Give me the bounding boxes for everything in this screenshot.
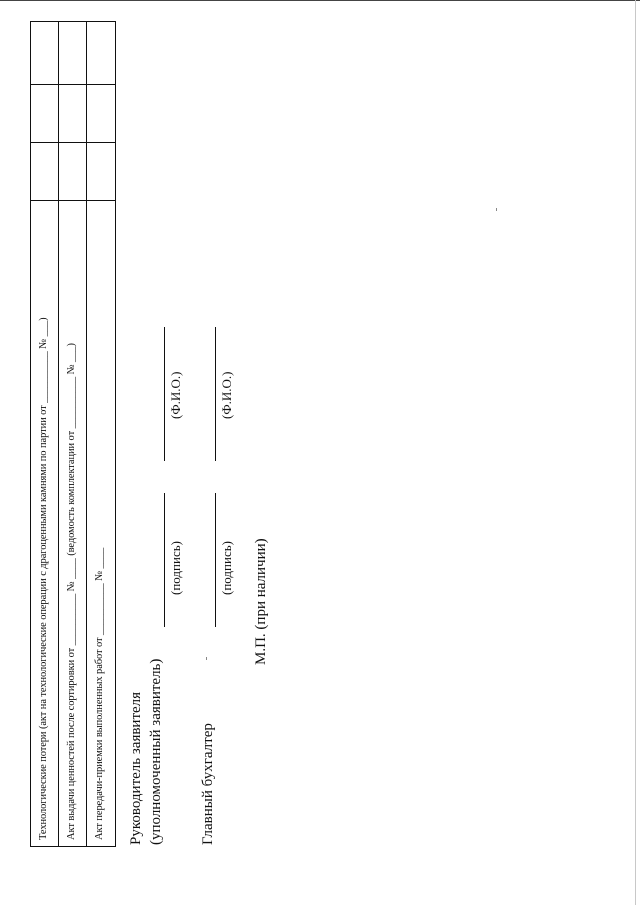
accountant-signature-line bbox=[215, 493, 216, 627]
head-subtitle: (уполномоченный заявитель) bbox=[148, 658, 164, 845]
table-cell bbox=[31, 84, 58, 142]
accountant-name-line bbox=[215, 327, 216, 461]
table-cell bbox=[59, 84, 86, 142]
head-name-line bbox=[164, 327, 165, 461]
table-cell-label bbox=[59, 200, 86, 846]
table-cell bbox=[87, 142, 115, 200]
head-signature-caption: (подпись) bbox=[168, 541, 183, 595]
table-cell bbox=[87, 84, 115, 142]
table-cell bbox=[87, 22, 115, 84]
losses-table bbox=[30, 21, 116, 847]
stamp-place: М.П. (при наличии) bbox=[253, 538, 269, 665]
table-cell bbox=[31, 142, 58, 200]
row-label: Акт передачи-приемки выполненных работ от __________ № ____ bbox=[94, 547, 105, 840]
table-cell bbox=[59, 142, 86, 200]
row-label: Акт выдачи ценностей после сортировки от __________ № ____ (ведомость комплектации от __________ № ___) bbox=[66, 343, 77, 840]
accountant-title: Главный бухгалтер bbox=[200, 723, 216, 845]
accountant-name-caption: (Ф.И.О.) bbox=[219, 371, 234, 419]
head-signature-line bbox=[164, 493, 165, 627]
table-cell-label bbox=[31, 200, 58, 846]
table-cell-label bbox=[87, 200, 115, 846]
table-row bbox=[59, 22, 87, 846]
head-name-caption: (Ф.И.О.) bbox=[168, 371, 183, 419]
table-cell bbox=[31, 22, 58, 84]
table-row bbox=[87, 22, 115, 846]
accountant-signature-caption: (подпись) bbox=[219, 541, 234, 595]
table-row bbox=[31, 22, 59, 846]
table-cell bbox=[59, 22, 86, 84]
head-title: Руководитель заявителя bbox=[128, 691, 144, 845]
row-label: Технологические потери (акт на технологические операции с драгоценными камнями по партии от __________ № ___) bbox=[38, 317, 49, 840]
